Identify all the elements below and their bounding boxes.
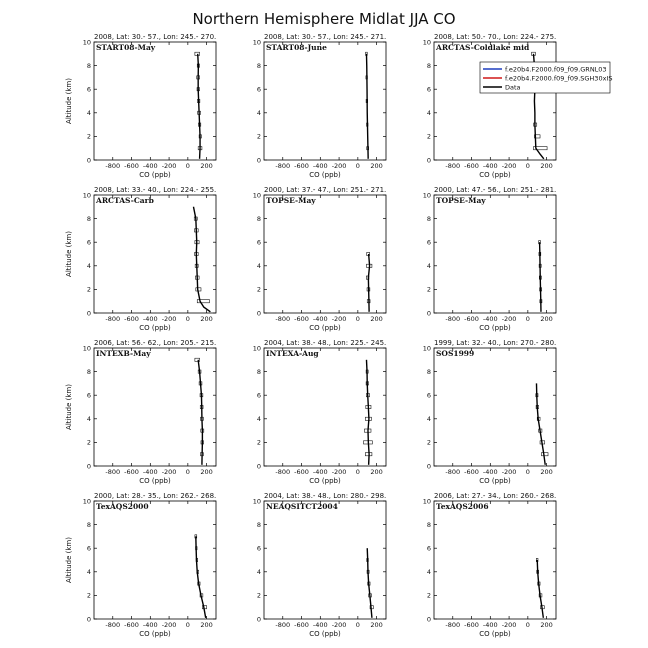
x-tick-label: -600 [294,621,309,629]
x-tick-label: -600 [124,468,139,476]
y-tick-label: 4 [426,109,431,118]
y-tick-label: 6 [256,391,261,400]
x-tick-label: 0 [525,468,530,476]
x-axis-label: CO (ppb) [309,630,341,638]
x-tick-label: -400 [312,621,328,629]
x-tick-label: 0 [185,315,190,323]
y-tick-label: 2 [256,438,261,447]
x-tick-label: -600 [294,162,309,170]
x-tick-label: 200 [370,162,383,170]
x-axis-label: CO (ppb) [479,324,511,332]
y-tick-label: 8 [426,214,431,223]
y-tick-label: 0 [86,462,91,471]
panel-info: 2000, Lat: 37.- 47., Lon: 251.- 271. [264,186,387,194]
x-axis-label: CO (ppb) [479,630,511,638]
x-tick-label: -800 [275,315,291,323]
panel-label: NEAQSITCT2004 [266,502,338,511]
data-line [367,548,372,618]
y-tick-label: 6 [426,544,431,553]
y-tick-label: 4 [86,262,91,271]
x-axis-label: CO (ppb) [139,630,171,638]
x-axis-label: CO (ppb) [479,171,511,179]
y-tick-label: 2 [256,591,261,600]
x-tick-label: -600 [464,468,479,476]
y-tick-label: 2 [426,132,431,141]
x-tick-label: 200 [540,621,553,629]
x-tick-label: -600 [124,621,139,629]
y-tick-label: 0 [86,309,91,318]
y-tick-label: 2 [426,438,431,447]
x-tick-label: -200 [501,315,517,323]
data-line [198,360,202,465]
x-tick-label: -800 [445,315,461,323]
x-tick-label: -600 [294,315,309,323]
y-tick-label: 8 [256,367,261,376]
x-tick-label: -400 [142,468,158,476]
x-axis-label: CO (ppb) [309,324,341,332]
y-tick-label: 10 [422,191,431,200]
panel-label: INTEXA-Aug [266,349,319,358]
panel-label: INTEXB-May [96,349,151,358]
y-tick-label: 8 [256,214,261,223]
y-tick-label: 4 [426,568,431,577]
chart-panel-4 [65,186,216,332]
y-tick-label: 0 [426,462,431,471]
x-tick-label: -800 [275,621,291,629]
panel-label: TexAQS2000 [96,502,149,511]
y-tick-label: 8 [86,367,91,376]
x-tick-label: -600 [294,468,309,476]
chart-panel-9 [423,339,557,485]
x-axis-label: CO (ppb) [139,324,171,332]
x-tick-label: 0 [525,315,530,323]
x-axis-label: CO (ppb) [309,477,341,485]
data-line [193,207,210,312]
y-tick-label: 4 [86,568,91,577]
y-tick-label: 0 [256,615,261,624]
plot-frame [434,195,556,313]
panel-info: 1999, Lat: 32.- 40., Lon: 270.- 280. [434,339,557,347]
panel-info: 2004, Lat: 38.- 48., Lon: 225.- 245. [264,339,387,347]
y-tick-label: 0 [426,156,431,165]
panel-label: START08-June [266,43,327,52]
y-tick-label: 6 [256,85,261,94]
x-tick-label: -800 [445,162,461,170]
x-tick-label: -200 [331,468,347,476]
x-tick-label: -200 [331,315,347,323]
chart-panel-1 [65,33,216,179]
panel-label: SOS1999 [436,349,475,358]
x-tick-label: -800 [105,315,121,323]
x-tick-label: -200 [501,162,517,170]
y-tick-label: 10 [82,38,91,47]
y-tick-label: 10 [422,497,431,506]
x-tick-label: -600 [464,162,479,170]
x-tick-label: -200 [501,468,517,476]
y-tick-label: 0 [86,156,91,165]
chart-panel-12 [423,492,557,638]
x-tick-label: -400 [482,315,498,323]
x-tick-label: -400 [482,468,498,476]
data-line [537,560,543,618]
y-tick-label: 6 [86,238,91,247]
plot-frame [434,42,556,160]
y-tick-label: 4 [426,262,431,271]
x-tick-label: -800 [105,468,121,476]
x-tick-label: 0 [185,621,190,629]
chart-panel-6 [423,186,557,332]
panel-info: 2000, Lat: 28.- 35., Lon: 262.- 268. [94,492,217,500]
x-tick-label: -800 [275,162,291,170]
y-tick-label: 4 [256,262,261,271]
chart-panel-2 [253,33,387,179]
x-tick-label: -400 [142,621,158,629]
y-tick-label: 4 [256,568,261,577]
x-tick-label: 200 [370,468,383,476]
data-line [198,54,200,159]
y-tick-label: 2 [426,591,431,600]
y-tick-label: 8 [86,61,91,70]
x-tick-label: 0 [185,468,190,476]
chart-panel-5 [253,186,387,332]
data-line [368,254,369,312]
y-axis-label: Altitude (km) [65,231,73,277]
chart-panel-10 [65,492,216,638]
y-tick-label: 6 [426,238,431,247]
y-tick-label: 10 [252,497,261,506]
y-tick-label: 6 [256,238,261,247]
y-tick-label: 0 [256,309,261,318]
panel-info: 2008, Lat: 33.- 40., Lon: 224.- 255. [94,186,217,194]
x-tick-label: 200 [370,315,383,323]
y-tick-label: 2 [86,438,91,447]
x-tick-label: 200 [200,621,213,629]
y-tick-label: 8 [86,520,91,529]
panel-label: TOPSE-May [266,196,316,205]
plot-frame [94,195,216,313]
x-tick-label: 200 [540,468,553,476]
x-tick-label: -200 [161,468,177,476]
y-tick-label: 0 [256,462,261,471]
x-tick-label: -800 [445,621,461,629]
x-tick-label: -400 [312,162,328,170]
y-tick-label: 10 [252,191,261,200]
x-tick-label: -800 [105,162,121,170]
panel-info: 2008, Lat: 30.- 57., Lon: 245.- 270. [94,33,217,41]
y-tick-label: 0 [426,615,431,624]
x-axis-label: CO (ppb) [139,171,171,179]
x-tick-label: -400 [482,621,498,629]
x-tick-label: -200 [161,315,177,323]
y-axis-label: Altitude (km) [65,78,73,124]
x-tick-label: 0 [525,162,530,170]
panel-info: 2008, Lat: 30.- 57., Lon: 245.- 271. [264,33,387,41]
x-tick-label: -600 [464,621,479,629]
panel-label: TOPSE-May [436,196,486,205]
x-tick-label: -400 [142,162,158,170]
panel-info: 2008, Lat: 50.- 70., Lon: 224.- 275. [434,33,557,41]
x-tick-label: 200 [200,468,213,476]
x-tick-label: -200 [161,162,177,170]
y-axis-label: Altitude (km) [65,384,73,430]
y-tick-label: 10 [82,191,91,200]
legend-entry: Data [505,83,521,92]
x-tick-label: -400 [482,162,498,170]
y-tick-label: 2 [86,132,91,141]
y-axis-label: Altitude (km) [65,537,73,583]
data-line [366,54,368,159]
x-tick-label: 200 [540,162,553,170]
y-tick-label: 0 [426,309,431,318]
y-tick-label: 8 [256,520,261,529]
x-axis-label: CO (ppb) [309,171,341,179]
x-tick-label: -400 [312,315,328,323]
x-tick-label: -200 [161,621,177,629]
x-tick-label: -800 [275,468,291,476]
x-tick-label: 0 [355,621,360,629]
legend-entry: f.e20b4.F2000.f09_f09.SGH30xIS [505,74,613,83]
x-tick-label: -200 [331,162,347,170]
y-tick-label: 8 [426,520,431,529]
x-tick-label: 200 [200,162,213,170]
y-tick-label: 10 [422,38,431,47]
figure-title: Northern Hemisphere Midlat JJA CO [192,10,456,28]
plot-frame [94,348,216,466]
y-tick-label: 2 [256,285,261,294]
y-tick-label: 10 [82,497,91,506]
x-tick-label: -600 [124,315,139,323]
x-tick-label: -200 [331,621,347,629]
legend-entry: f.e20b4.F2000.f09_f09.GRNL03 [505,65,607,74]
range-box [197,300,209,303]
x-axis-label: CO (ppb) [479,477,511,485]
y-tick-label: 6 [426,391,431,400]
x-tick-label: -400 [142,315,158,323]
data-line [366,360,369,465]
y-tick-label: 4 [256,109,261,118]
x-tick-label: 200 [200,315,213,323]
x-tick-label: -600 [464,315,479,323]
x-tick-label: -800 [105,621,121,629]
y-tick-label: 8 [86,214,91,223]
y-tick-label: 6 [86,544,91,553]
y-tick-label: 10 [82,344,91,353]
y-tick-label: 10 [252,38,261,47]
chart-panel-7 [65,339,216,485]
y-tick-label: 10 [252,344,261,353]
chart-panel-8 [253,339,387,485]
panel-label: START08-May [96,43,156,52]
y-tick-label: 8 [426,367,431,376]
y-tick-label: 8 [256,61,261,70]
x-tick-label: -800 [445,468,461,476]
plot-frame [264,195,386,313]
x-tick-label: 0 [355,162,360,170]
y-tick-label: 6 [426,85,431,94]
y-tick-label: 4 [256,415,261,424]
chart-panel-11 [253,492,387,638]
chart-panel-3 [423,33,557,179]
y-tick-label: 8 [426,61,431,70]
panels-group [65,33,556,638]
y-tick-label: 4 [86,109,91,118]
range-box [541,453,548,456]
y-tick-label: 0 [86,615,91,624]
x-tick-label: 0 [355,315,360,323]
y-tick-label: 2 [86,285,91,294]
y-tick-label: 6 [86,85,91,94]
panel-info: 2000, Lat: 47.- 56., Lon: 251.- 281. [434,186,557,194]
panel-label: ARCTAS-Coldlake mid [436,43,530,52]
y-tick-label: 6 [256,544,261,553]
x-tick-label: 0 [185,162,190,170]
y-tick-label: 2 [86,591,91,600]
panel-label: ARCTAS-Carb [96,196,154,205]
x-tick-label: -400 [312,468,328,476]
x-tick-label: 200 [370,621,383,629]
panel-info: 2006, Lat: 27.- 34., Lon: 260.- 268. [434,492,557,500]
x-axis-label: CO (ppb) [139,477,171,485]
y-tick-label: 0 [256,156,261,165]
panel-info: 2004, Lat: 38.- 48., Lon: 280.- 298. [264,492,387,500]
x-tick-label: 200 [540,315,553,323]
x-tick-label: 0 [525,621,530,629]
x-tick-label: -200 [501,621,517,629]
x-tick-label: -600 [124,162,139,170]
legend [480,62,612,93]
y-tick-label: 10 [422,344,431,353]
y-tick-label: 2 [426,285,431,294]
y-tick-label: 6 [86,391,91,400]
y-tick-label: 4 [86,415,91,424]
x-tick-label: 0 [355,468,360,476]
panel-info: 2006, Lat: 56.- 62., Lon: 205.- 215. [94,339,217,347]
panel-label: TexAQS2006 [436,502,489,511]
y-tick-label: 2 [256,132,261,141]
y-tick-label: 4 [426,415,431,424]
